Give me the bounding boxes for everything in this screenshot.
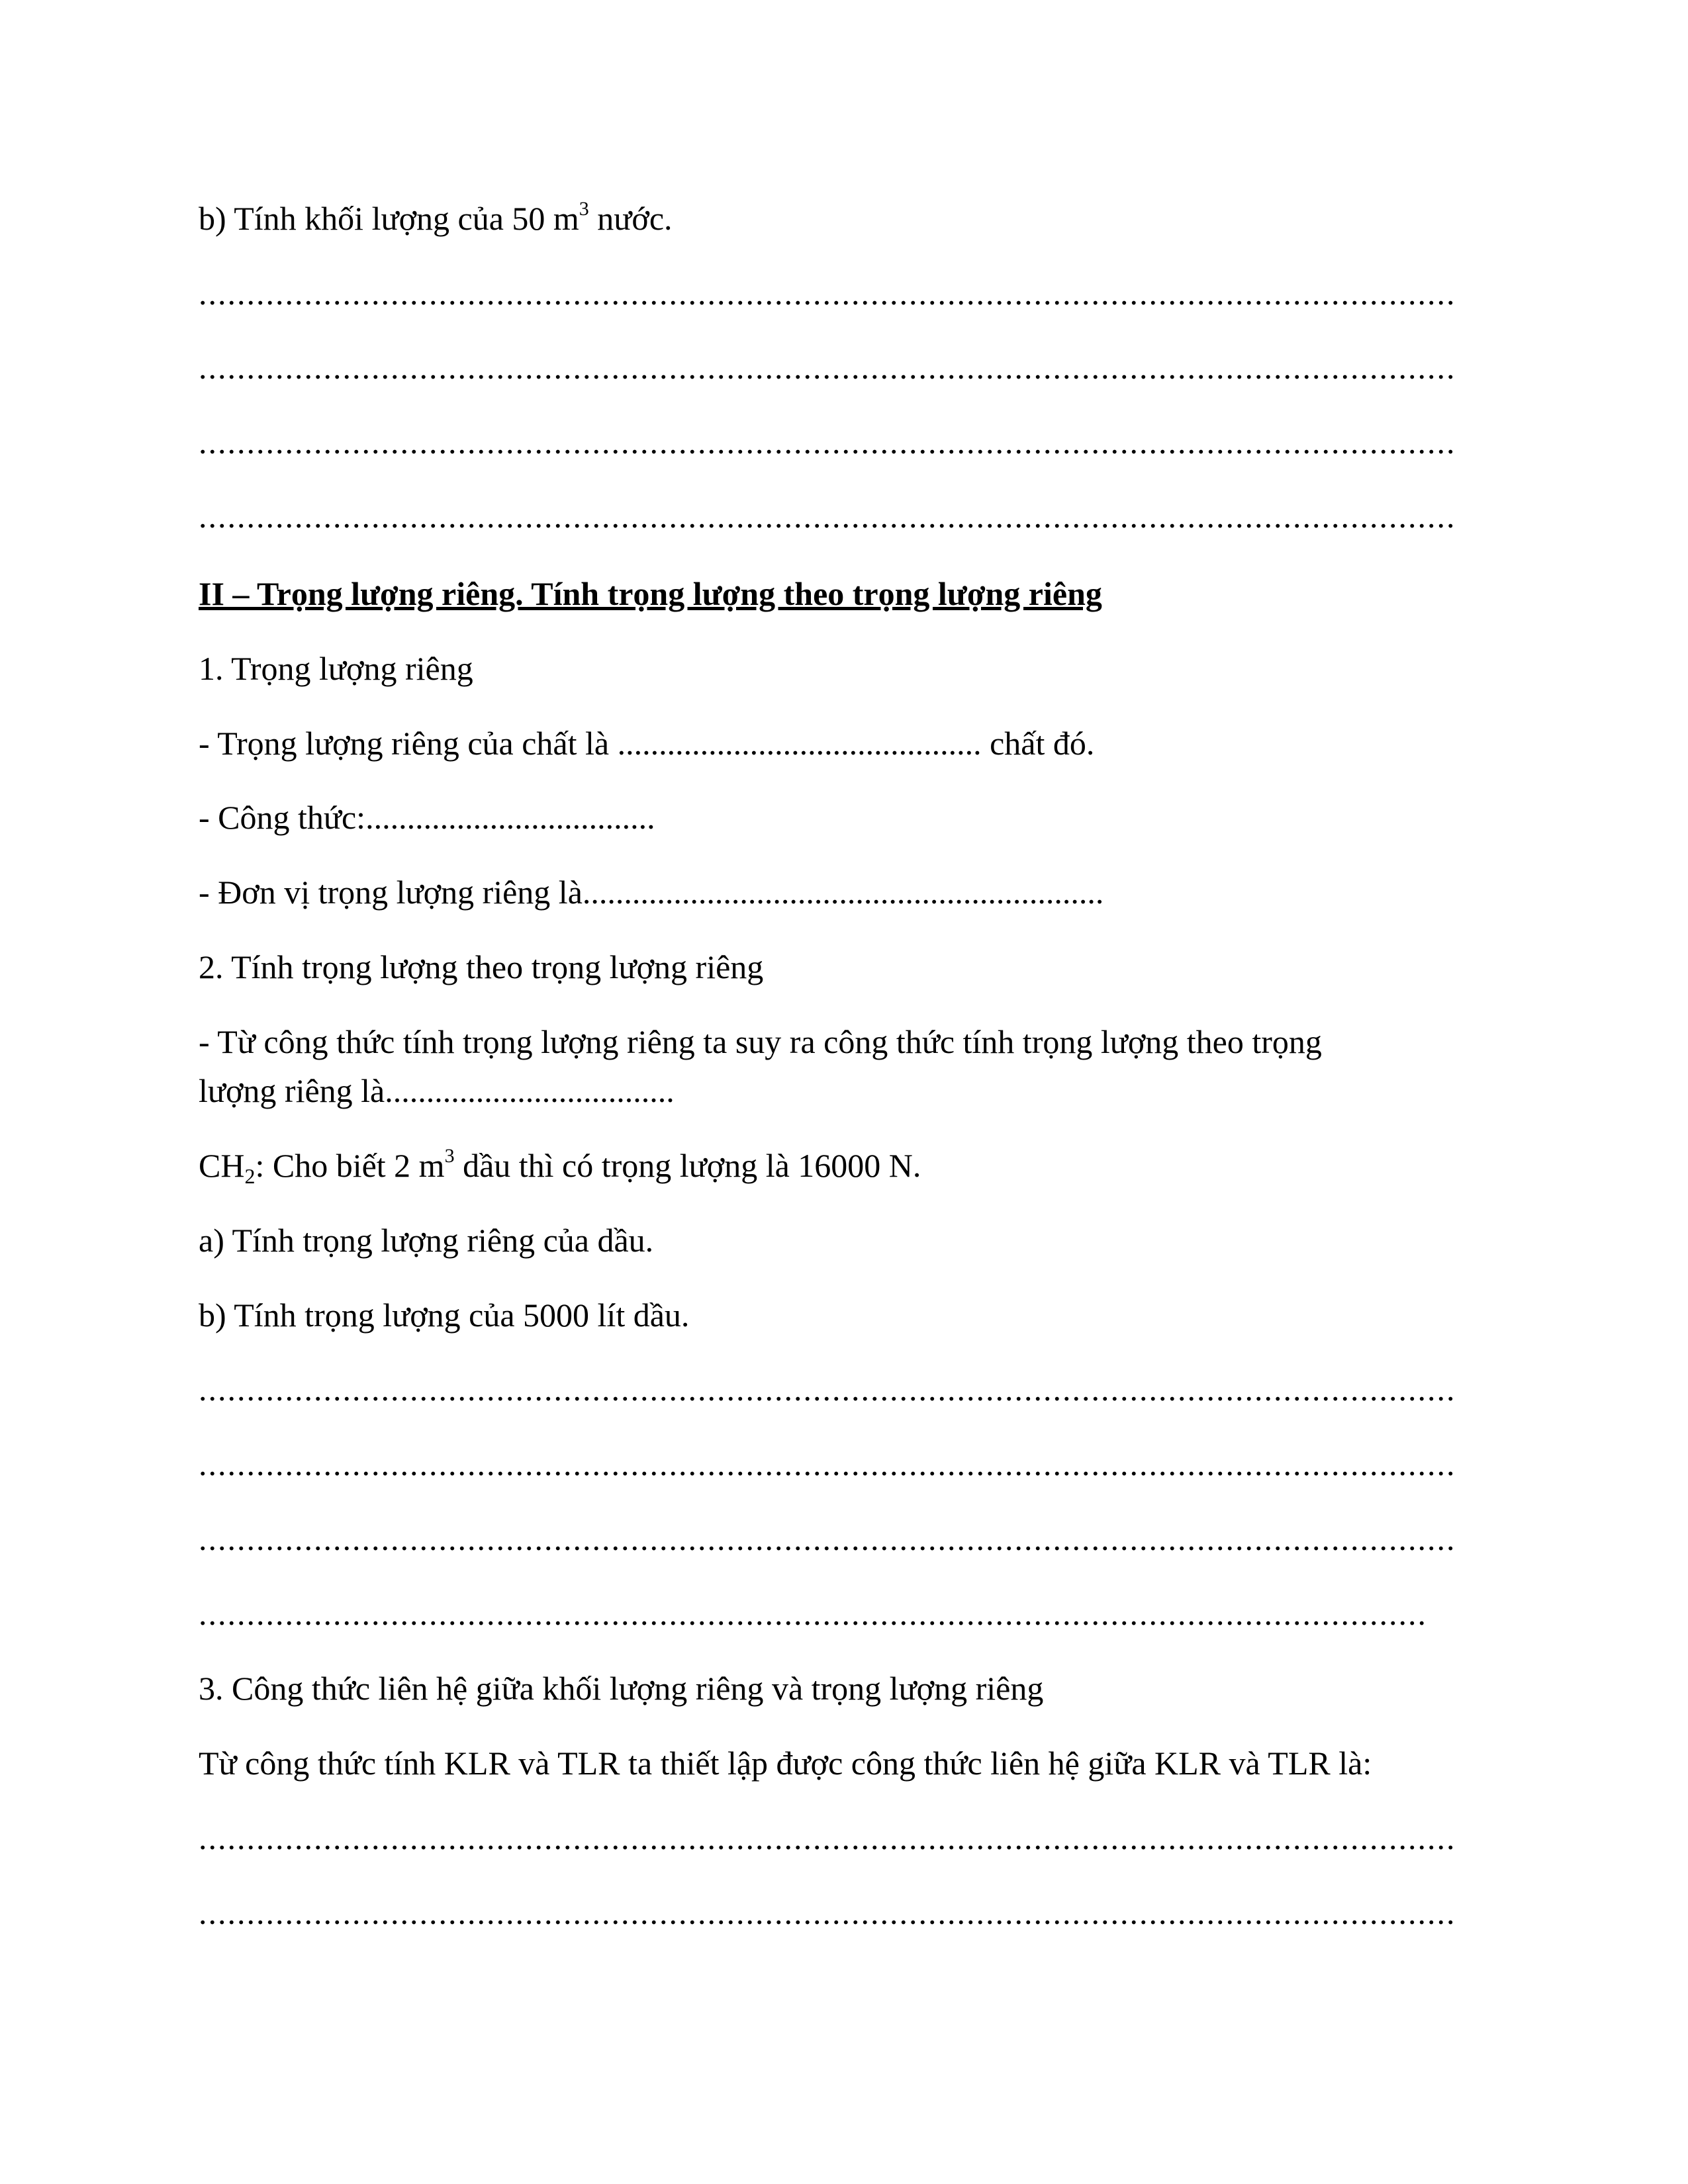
formula-line: - Công thức:................................... — [199, 799, 655, 836]
unit-line: - Đơn vị trọng lượng riêng là............................................................... — [199, 874, 1104, 911]
section-2-heading: II – Trọng lượng riêng. Tính trọng lượng theo trọng lượng riêng — [199, 575, 1102, 612]
question-b-water-mass: b) Tính khối lượng của 50 $m^3$ nước. — [199, 198, 673, 237]
answer-line-9[interactable]: ................................................................................................................................... — [199, 1819, 1456, 1856]
question-ch2-a: a) Tính trọng lượng riêng của dầu. — [199, 1222, 654, 1259]
answer-line-5[interactable]: ................................................................................................................................... — [199, 1371, 1456, 1408]
question-ch2-b: b) Tính trọng lượng của 5000 lít dầu. — [199, 1297, 690, 1334]
relation-text: Từ công thức tính KLR và TLR ta thiết lập được công thức liên hệ giữa KLR và TLR là: — [199, 1745, 1372, 1782]
derive-blank[interactable]: ................................... — [385, 1072, 675, 1109]
unit-blank[interactable]: ............................................................... — [582, 874, 1104, 911]
answer-line-1[interactable]: ................................................................................................................................... — [199, 275, 1456, 312]
formula-blank[interactable]: ................................... — [365, 799, 655, 836]
answer-line-4[interactable]: ................................................................................................................................... — [199, 498, 1456, 535]
definition-blank[interactable]: ............................................ — [617, 725, 982, 762]
answer-line-7[interactable]: ................................................................................................................................... — [199, 1520, 1456, 1557]
derive-line-2: lượng riêng là................................... — [199, 1072, 675, 1109]
answer-line-10[interactable]: ................................................................................................................................... — [199, 1894, 1456, 1931]
answer-line-6[interactable]: ................................................................................................................................... — [199, 1445, 1456, 1482]
derive-line-1: - Từ công thức tính trọng lượng riêng ta suy ra công thức tính trọng lượng theo trọng — [199, 1023, 1322, 1060]
answer-line-2[interactable]: ................................................................................................................................... — [199, 349, 1456, 386]
definition-line: - Trọng lượng riêng của chất là ............................................ chất đó. — [199, 725, 1095, 762]
subsection-1-title: 1. Trọng lượng riêng — [199, 650, 473, 687]
question-ch2: $CH_2$: Cho biết 2 $m^3$ dầu thì có trọng lượng là 16000 N. — [199, 1145, 921, 1188]
subsection-3-title: 3. Công thức liên hệ giữa khối lượng riêng và trọng lượng riêng — [199, 1670, 1044, 1707]
subsection-2-title: 2. Tính trọng lượng theo trọng lượng riêng — [199, 948, 764, 985]
answer-line-8[interactable]: ................................................................................................................................ — [199, 1595, 1427, 1632]
answer-line-3[interactable]: ................................................................................................................................... — [199, 424, 1456, 461]
